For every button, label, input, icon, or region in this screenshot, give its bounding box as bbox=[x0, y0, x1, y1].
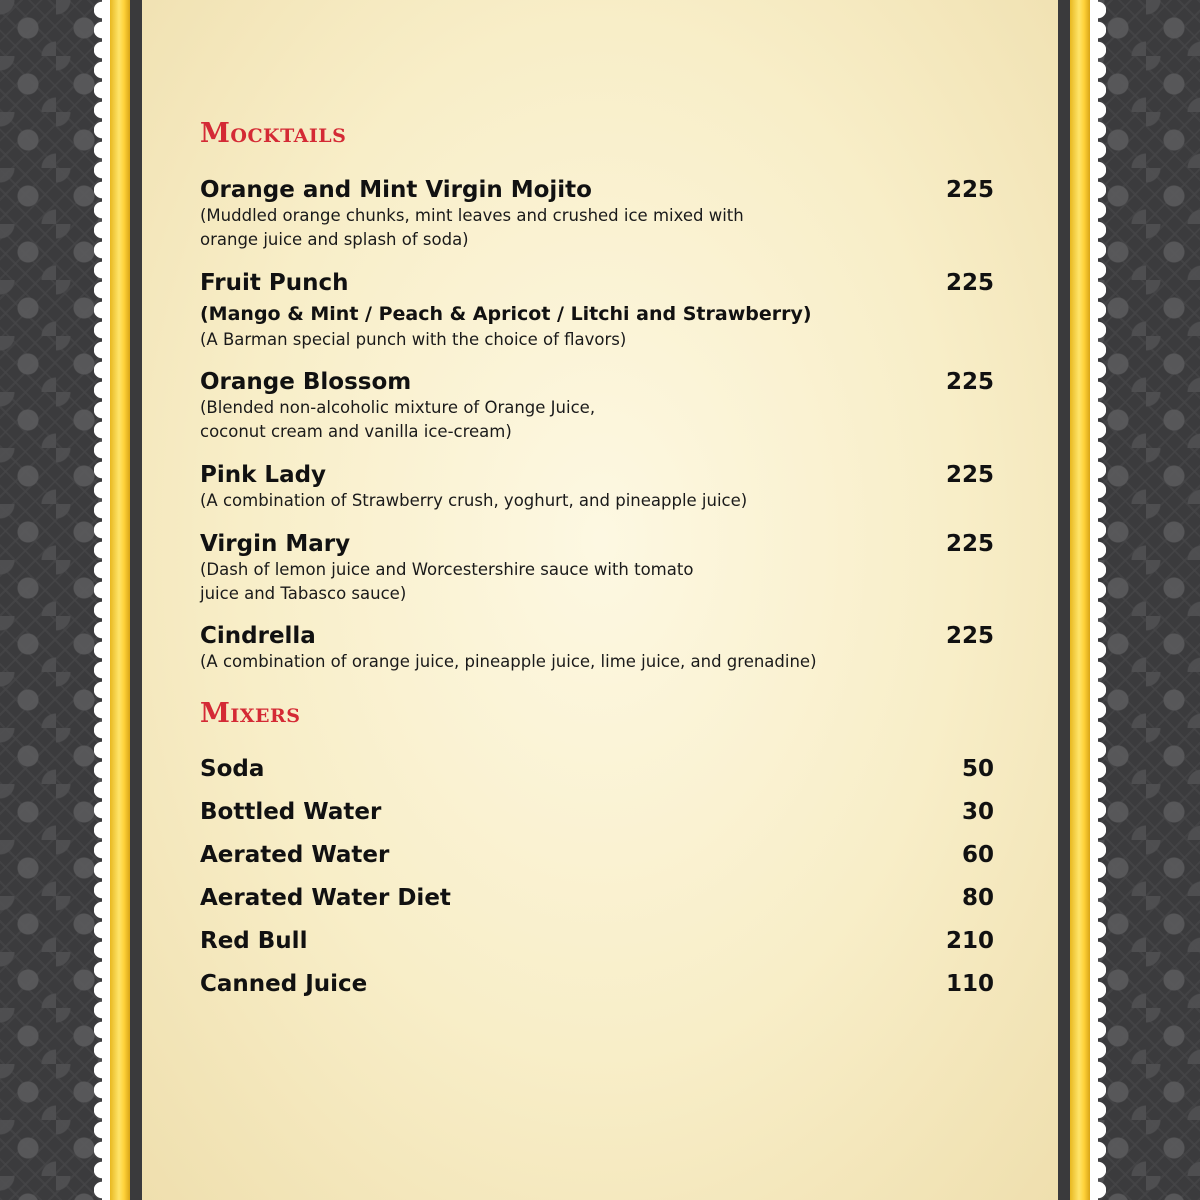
item-name: Bottled Water bbox=[200, 799, 382, 825]
menu-item bbox=[200, 622, 994, 674]
inner-line-right bbox=[1058, 0, 1070, 1200]
item-price: 110 bbox=[945, 971, 994, 997]
menu-item bbox=[200, 884, 994, 912]
item-description: (Blended non-alcoholic mixture of Orange Juice, coconut cream and vanilla ice-cream) bbox=[200, 398, 596, 441]
item-price: 30 bbox=[961, 799, 994, 825]
menu-item bbox=[200, 755, 994, 783]
item-price: 50 bbox=[961, 756, 994, 782]
item-description: (Muddled orange chunks, mint leaves and crushed ice mixed with orange juice and splash of soda) bbox=[200, 206, 744, 249]
item-price: 80 bbox=[961, 885, 994, 911]
menu-item bbox=[200, 798, 994, 826]
menu-item bbox=[200, 461, 994, 513]
gold-bar-left bbox=[110, 0, 130, 1200]
section-title-mocktails: Mocktails bbox=[200, 118, 347, 149]
item-name: Red Bull bbox=[200, 928, 308, 954]
section-title-mixers: Mixers bbox=[200, 698, 301, 729]
item-name: Fruit Punch bbox=[200, 270, 349, 296]
item-subtitle: (Mango & Mint / Peach & Apricot / Litchi and Strawberry) bbox=[200, 303, 812, 325]
inner-line-left bbox=[130, 0, 142, 1200]
menu-item bbox=[200, 176, 994, 252]
item-name: Canned Juice bbox=[200, 971, 368, 997]
menu-item bbox=[200, 841, 994, 869]
item-price: 210 bbox=[945, 928, 994, 954]
item-name: Aerated Water bbox=[200, 842, 390, 868]
item-name: Cindrella bbox=[200, 623, 316, 649]
menu-item bbox=[200, 927, 994, 955]
item-description: (A combination of orange juice, pineapple juice, lime juice, and grenadine) bbox=[200, 652, 817, 671]
item-price: 60 bbox=[961, 842, 994, 868]
item-price: 225 bbox=[945, 462, 994, 488]
gold-bar-right bbox=[1070, 0, 1090, 1200]
item-price: 225 bbox=[945, 270, 994, 296]
item-price: 225 bbox=[945, 177, 994, 203]
item-price: 225 bbox=[945, 623, 994, 649]
menu-item bbox=[200, 530, 994, 606]
menu-item bbox=[200, 970, 994, 998]
scalloped-edge-left bbox=[94, 0, 110, 1200]
item-name: Virgin Mary bbox=[200, 531, 351, 557]
item-name: Soda bbox=[200, 756, 265, 782]
menu-item bbox=[200, 269, 994, 352]
scalloped-edge-right bbox=[1090, 0, 1106, 1200]
item-price: 225 bbox=[945, 531, 994, 557]
item-name: Pink Lady bbox=[200, 462, 327, 488]
ornamental-border-right bbox=[1090, 0, 1200, 1200]
item-price: 225 bbox=[945, 369, 994, 395]
item-description: (A Barman special punch with the choice of flavors) bbox=[200, 330, 627, 349]
item-description: (A combination of Strawberry crush, yoghurt, and pineapple juice) bbox=[200, 491, 748, 510]
item-name: Aerated Water Diet bbox=[200, 885, 451, 911]
menu-item bbox=[200, 368, 994, 444]
item-description: (Dash of lemon juice and Worcestershire sauce with tomato juice and Tabasco sauce) bbox=[200, 560, 694, 603]
item-name: Orange Blossom bbox=[200, 369, 412, 395]
item-name: Orange and Mint Virgin Mojito bbox=[200, 177, 592, 203]
